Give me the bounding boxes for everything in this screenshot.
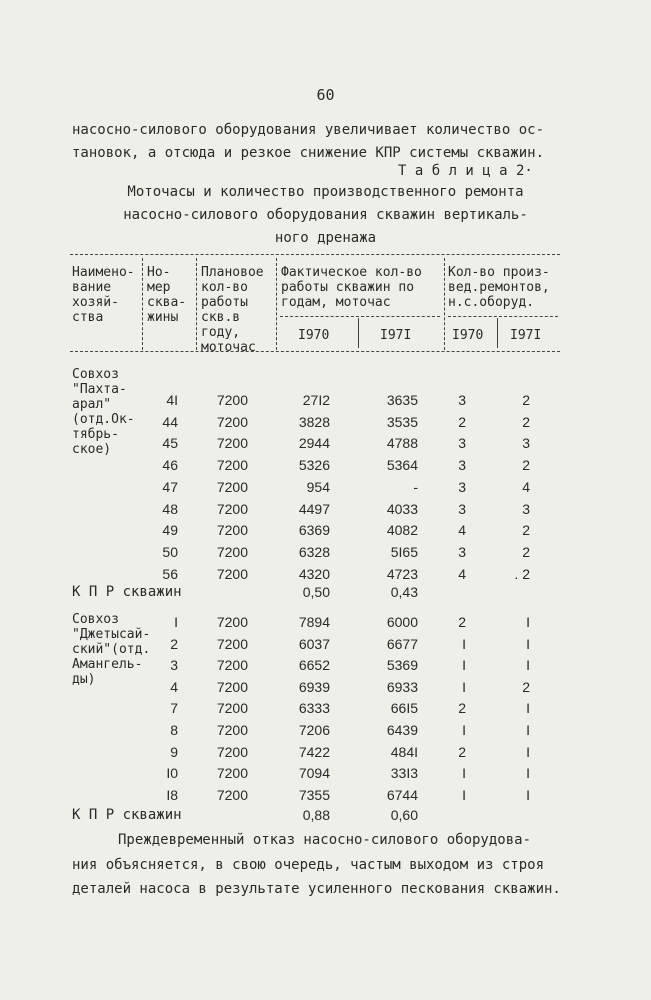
cell-plan: 7200 bbox=[216, 522, 248, 539]
cell-r1970: I bbox=[462, 786, 466, 803]
cell-r1970: I bbox=[462, 678, 466, 695]
cell-h1971: 5364 bbox=[386, 457, 418, 474]
cell-h1971: 4788 bbox=[386, 435, 418, 452]
cell-r1971: 2 bbox=[522, 413, 530, 430]
cell-well: 56 bbox=[162, 565, 178, 582]
header-actual-1970: I970 bbox=[298, 328, 330, 343]
cell-h1971: 484I bbox=[390, 743, 418, 760]
cell-well: 9 bbox=[170, 743, 178, 760]
cell-plan: 7200 bbox=[216, 435, 248, 452]
repairs-sub-rule bbox=[448, 316, 558, 317]
cell-plan: 7200 bbox=[216, 565, 248, 582]
cell-h1971: 3635 bbox=[386, 392, 418, 408]
table-top-rule bbox=[70, 254, 560, 255]
cell-h1971: - bbox=[413, 478, 418, 495]
actual-sub-rule bbox=[280, 316, 440, 317]
cell-r1970: 2 bbox=[458, 413, 466, 430]
cell-h1970: 6037 bbox=[298, 635, 330, 652]
kpr-1970-group2: 0,88 bbox=[302, 807, 330, 823]
cell-plan: 7200 bbox=[216, 765, 248, 782]
cell-r1971: 4 bbox=[522, 478, 530, 495]
cell-h1970: 3828 bbox=[298, 413, 330, 430]
kpr-label-group1: К П Р скважин bbox=[72, 584, 182, 600]
cell-well: I8 bbox=[166, 786, 178, 803]
cell-r1971: I bbox=[526, 614, 530, 630]
col-divider-1 bbox=[142, 258, 143, 350]
cell-r1971: I bbox=[526, 765, 530, 782]
cell-well: 46 bbox=[162, 457, 178, 474]
cell-h1971: 6744 bbox=[386, 786, 418, 803]
cell-well: 2 bbox=[170, 635, 178, 652]
cell-well: 47 bbox=[162, 478, 178, 495]
cell-h1971: 66I5 bbox=[390, 700, 418, 717]
cell-r1970: 3 bbox=[458, 435, 466, 452]
cell-well: 4 bbox=[170, 678, 178, 695]
year-divider-repairs bbox=[497, 318, 498, 348]
cell-h1970: 27I2 bbox=[302, 392, 330, 408]
farm-label-dzhetysay: Совхоз "Джетысай- ский"(отд. Амангель- ды) bbox=[72, 612, 151, 687]
cell-r1971: I bbox=[526, 786, 530, 803]
cell-plan: 7200 bbox=[216, 543, 248, 560]
kpr-label-group2: К П Р скважин bbox=[72, 807, 182, 823]
cell-well: 50 bbox=[162, 543, 178, 560]
cell-r1970: 3 bbox=[458, 500, 466, 517]
cell-r1970: 4 bbox=[458, 565, 466, 582]
cell-h1971: 4723 bbox=[386, 565, 418, 582]
intro-line-2: тановок, а отсюда и резкое снижение КПР системы скважин. bbox=[72, 145, 545, 161]
cell-h1970: 7894 bbox=[298, 614, 330, 630]
cell-well: 8 bbox=[170, 722, 178, 738]
cell-r1971: . 2 bbox=[514, 565, 530, 582]
cell-r1970: 3 bbox=[458, 478, 466, 495]
cell-well: 49 bbox=[162, 522, 178, 539]
cell-h1970: 7355 bbox=[298, 786, 330, 803]
cell-well: 4I bbox=[166, 392, 178, 408]
cell-r1971: I bbox=[526, 635, 530, 652]
cell-r1971: 3 bbox=[522, 500, 530, 517]
cell-h1970: 6333 bbox=[298, 700, 330, 717]
header-repairs-1971: I97I bbox=[510, 328, 542, 343]
cell-well: 45 bbox=[162, 435, 178, 452]
cell-r1970: 2 bbox=[458, 614, 466, 630]
cell-h1971: 6000 bbox=[386, 614, 418, 630]
cell-h1970: 6652 bbox=[298, 657, 330, 674]
cell-plan: 7200 bbox=[216, 635, 248, 652]
cell-h1970: 4497 bbox=[298, 500, 330, 517]
table-label: Т а б л и ц а 2· bbox=[398, 163, 533, 179]
cell-h1970: 954 bbox=[306, 478, 330, 495]
cell-plan: 7200 bbox=[216, 457, 248, 474]
cell-h1970: 6939 bbox=[298, 678, 330, 695]
cell-plan: 7200 bbox=[216, 413, 248, 430]
cell-r1970: 2 bbox=[458, 700, 466, 717]
cell-plan: 7200 bbox=[216, 614, 248, 630]
cell-h1971: 5I65 bbox=[390, 543, 418, 560]
cell-h1971: 5369 bbox=[386, 657, 418, 674]
cell-plan: 7200 bbox=[216, 657, 248, 674]
cell-h1971: 4033 bbox=[386, 500, 418, 517]
year-divider-actual bbox=[358, 318, 359, 348]
cell-r1971: I bbox=[526, 657, 530, 674]
cell-well: 3 bbox=[170, 657, 178, 674]
caption-line-2: насосно-силового оборудования скважин вертикаль- bbox=[123, 207, 528, 223]
cell-r1970: I bbox=[462, 635, 466, 652]
cell-r1970: 2 bbox=[458, 743, 466, 760]
cell-well: I0 bbox=[166, 765, 178, 782]
cell-plan: 7200 bbox=[216, 478, 248, 495]
kpr-1970-group1: 0,50 bbox=[302, 584, 330, 600]
cell-r1971: I bbox=[526, 722, 530, 738]
cell-h1970: 4320 bbox=[298, 565, 330, 582]
cell-well: 48 bbox=[162, 500, 178, 517]
cell-r1971: 2 bbox=[522, 392, 530, 408]
cell-plan: 7200 bbox=[216, 392, 248, 408]
header-repairs-1970: I970 bbox=[452, 328, 484, 343]
outro-line-2: ния объясняется, в свою очередь, частым выходом из строя bbox=[72, 857, 545, 873]
cell-h1970: 6369 bbox=[298, 522, 330, 539]
cell-well: 44 bbox=[162, 413, 178, 430]
kpr-1971-group1: 0,43 bbox=[390, 584, 418, 600]
cell-r1970: I bbox=[462, 657, 466, 674]
outro-line-3: деталей насоса в результате усиленного пескования скважин. bbox=[72, 881, 561, 897]
cell-r1970: 3 bbox=[458, 457, 466, 474]
cell-h1971: 6933 bbox=[386, 678, 418, 695]
cell-r1970: 3 bbox=[458, 392, 466, 408]
cell-r1971: 2 bbox=[522, 543, 530, 560]
cell-plan: 7200 bbox=[216, 743, 248, 760]
header-well-number: Но- мер сква- жины bbox=[147, 265, 187, 325]
cell-h1971: 4082 bbox=[386, 522, 418, 539]
cell-h1971: 3535 bbox=[386, 413, 418, 430]
header-actual-hours: Фактическое кол-во работы скважин по годам, моточас bbox=[281, 265, 422, 310]
cell-r1971: 2 bbox=[522, 457, 530, 474]
outro-line-1: Преждевременный отказ насосно-силового оборудова- bbox=[118, 832, 532, 848]
farm-label-pakhtaaral: Совхоз "Пахта- арал" (отд.Ок- тябрь- ское) bbox=[72, 367, 135, 457]
cell-r1970: 4 bbox=[458, 522, 466, 539]
cell-h1970: 2944 bbox=[298, 435, 330, 452]
col-divider-4 bbox=[444, 258, 445, 350]
header-repairs: Кол-во произ- вед.ремонтов, н.с.оборуд. bbox=[448, 265, 550, 310]
cell-h1970: 7206 bbox=[298, 722, 330, 738]
kpr-1971-group2: 0,60 bbox=[390, 807, 418, 823]
cell-plan: 7200 bbox=[216, 678, 248, 695]
cell-r1971: 2 bbox=[522, 678, 530, 695]
caption-line-3: ного дренажа bbox=[274, 230, 377, 246]
cell-r1970: I bbox=[462, 722, 466, 738]
cell-h1971: 6677 bbox=[386, 635, 418, 652]
cell-well: 7 bbox=[170, 700, 178, 717]
header-actual-1971: I97I bbox=[380, 328, 412, 343]
cell-h1971: 33I3 bbox=[390, 765, 418, 782]
cell-h1970: 7094 bbox=[298, 765, 330, 782]
cell-plan: 7200 bbox=[216, 722, 248, 738]
cell-h1970: 7422 bbox=[298, 743, 330, 760]
cell-plan: 7200 bbox=[216, 700, 248, 717]
cell-r1971: I bbox=[526, 743, 530, 760]
cell-h1970: 6328 bbox=[298, 543, 330, 560]
cell-r1970: 3 bbox=[458, 543, 466, 560]
cell-h1971: 6439 bbox=[386, 722, 418, 738]
cell-plan: 7200 bbox=[216, 786, 248, 803]
cell-r1971: I bbox=[526, 700, 530, 717]
cell-h1970: 5326 bbox=[298, 457, 330, 474]
header-farm: Наимено- вание хозяй- ства bbox=[72, 265, 135, 325]
cell-r1970: I bbox=[462, 765, 466, 782]
col-divider-2 bbox=[196, 258, 197, 350]
header-bottom-rule bbox=[70, 351, 560, 352]
cell-r1971: 3 bbox=[522, 435, 530, 452]
cell-well: I bbox=[174, 614, 178, 630]
col-divider-3 bbox=[276, 258, 277, 350]
page-number: 60 bbox=[316, 86, 335, 104]
intro-line-1: насосно-силового оборудования увеличивает количество ос- bbox=[72, 122, 545, 138]
cell-r1971: 2 bbox=[522, 522, 530, 539]
caption-line-1: Моточасы и количество производственного ремонта bbox=[127, 184, 524, 200]
cell-plan: 7200 bbox=[216, 500, 248, 517]
header-planned-hours: Плановое кол-во работы скв.в году, моточас bbox=[201, 265, 264, 355]
